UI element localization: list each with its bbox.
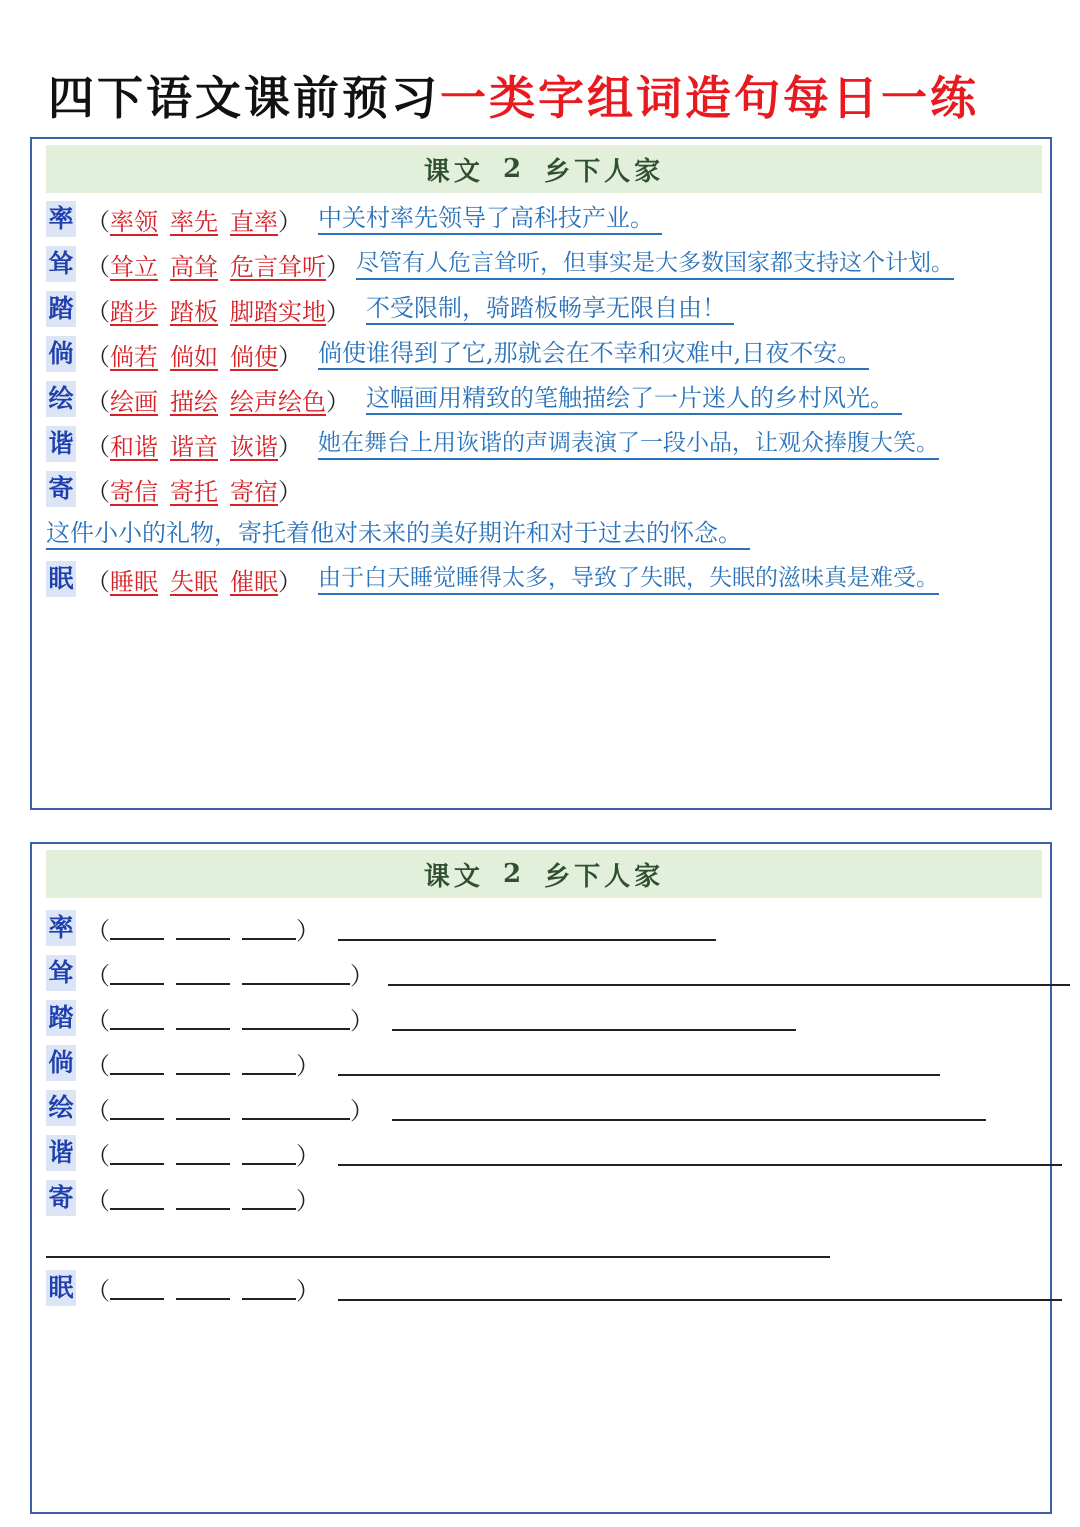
example-sentence: 这件小小的礼物，寄托着他对未来的美好期许和对于过去的怀念。 xyxy=(46,518,750,550)
target-character: 寄 xyxy=(46,1180,76,1216)
word-blank[interactable] xyxy=(110,1276,164,1300)
lesson-number: 2 xyxy=(502,859,526,889)
lesson-header xyxy=(46,850,1042,898)
target-character: 绘 xyxy=(46,1090,76,1126)
target-character: 率 xyxy=(46,910,76,946)
word: 倘若 xyxy=(110,342,158,371)
word-blank[interactable] xyxy=(242,916,296,940)
word-blank[interactable] xyxy=(176,1051,230,1075)
word: 耸立 xyxy=(110,252,158,281)
title-main: 四下语文课前预习 xyxy=(48,71,440,125)
word: 睡眠 xyxy=(110,567,158,596)
word-blank[interactable] xyxy=(242,1006,350,1030)
page-title xyxy=(48,60,979,136)
entry-row: 率 （ 率领 率先 直率 ） 中关村率先领导了高科技产业。 xyxy=(46,201,662,237)
answer-panel xyxy=(30,137,1052,810)
word: 寄托 xyxy=(170,477,218,506)
word-blank[interactable] xyxy=(176,916,230,940)
practice-row: 谐 （ ） xyxy=(46,1135,1062,1171)
word-blank[interactable] xyxy=(110,1096,164,1120)
example-sentence: 倘使谁得到了它,那就会在不幸和灾难中,日夜不安。 xyxy=(318,338,869,370)
word: 失眠 xyxy=(170,567,218,596)
example-sentence: 尽管有人危言耸听，但事实是大多数国家都支持这个计划。 xyxy=(356,248,954,280)
word: 描绘 xyxy=(170,387,218,416)
example-sentence: 中关村率先领导了高科技产业。 xyxy=(318,203,662,235)
word: 倘使 xyxy=(230,342,278,371)
word-blank[interactable] xyxy=(242,1186,296,1210)
word-blank[interactable] xyxy=(176,1096,230,1120)
word: 高耸 xyxy=(170,252,218,281)
entry-row: 谐 （ 和谐 谐音 诙谐 ） 她在舞台上用诙谐的声调表演了一段小品，让观众捧腹大笑。 xyxy=(46,426,939,462)
target-character: 谐 xyxy=(46,426,76,462)
word-blank[interactable] xyxy=(176,961,230,985)
word: 绘画 xyxy=(110,387,158,416)
sentence-blank[interactable] xyxy=(46,1256,830,1258)
lesson-number: 2 xyxy=(502,154,526,184)
target-character: 耸 xyxy=(46,955,76,991)
example-sentence: 由于白天睡觉睡得太多，导致了失眠，失眠的滋味真是难受。 xyxy=(318,563,939,595)
word: 踏板 xyxy=(170,297,218,326)
target-character: 寄 xyxy=(46,471,76,507)
target-character: 绘 xyxy=(46,381,76,417)
word-blank[interactable] xyxy=(242,1276,296,1300)
entry-row: 倘 （ 倘若 倘如 倘使 ） 倘使谁得到了它,那就会在不幸和灾难中,日夜不安。 xyxy=(46,336,869,372)
target-character: 踏 xyxy=(46,1000,76,1036)
lesson-name: 乡下人家 xyxy=(544,861,665,892)
practice-row: 眠 （ ） xyxy=(46,1270,1062,1306)
target-character: 率 xyxy=(46,201,76,237)
word-blank[interactable] xyxy=(176,1186,230,1210)
entry-row: 耸 （ 耸立 高耸 危言耸听 ） 尽管有人危言耸听，但事实是大多数国家都支持这个计划。 xyxy=(46,246,954,282)
target-character: 眠 xyxy=(46,1270,76,1306)
lesson-label: 课文 xyxy=(423,861,484,892)
word-blank[interactable] xyxy=(242,1141,296,1165)
example-sentence: 她在舞台上用诙谐的声调表演了一段小品，让观众捧腹大笑。 xyxy=(318,428,939,460)
word-blank[interactable] xyxy=(110,1186,164,1210)
word: 谐音 xyxy=(170,432,218,461)
sentence-blank[interactable] xyxy=(388,960,1070,986)
word-blank[interactable] xyxy=(242,1096,350,1120)
practice-panel xyxy=(30,842,1052,1514)
word: 倘如 xyxy=(170,342,218,371)
word-blank[interactable] xyxy=(110,916,164,940)
entry-row: 绘 （ 绘画 描绘 绘声绘色 ） 这幅画用精致的笔触描绘了一片迷人的乡村风光。 xyxy=(46,381,902,417)
lesson-name: 乡下人家 xyxy=(544,156,665,187)
entry-row: 踏 （ 踏步 踏板 脚踏实地 ） 不受限制，骑踏板畅享无限自由！ xyxy=(46,291,734,327)
title-highlight: 一类字组词造句每日一练 xyxy=(440,71,979,125)
word: 脚踏实地 xyxy=(230,297,326,326)
word: 寄宿 xyxy=(230,477,278,506)
target-character: 倘 xyxy=(46,1045,76,1081)
lesson-header xyxy=(46,145,1042,193)
target-character: 倘 xyxy=(46,336,76,372)
word-blank[interactable] xyxy=(176,1276,230,1300)
sentence-blank[interactable] xyxy=(338,1050,940,1076)
word: 危言耸听 xyxy=(230,252,326,281)
sentence-blank[interactable] xyxy=(338,915,716,941)
target-character: 眠 xyxy=(46,561,76,597)
word: 率先 xyxy=(170,207,218,236)
practice-row: 倘 （ ） xyxy=(46,1045,940,1081)
word-blank[interactable] xyxy=(242,961,350,985)
word-blank[interactable] xyxy=(176,1006,230,1030)
word-blank[interactable] xyxy=(110,1141,164,1165)
word: 踏步 xyxy=(110,297,158,326)
word-blank[interactable] xyxy=(242,1051,296,1075)
sentence-blank[interactable] xyxy=(392,1095,986,1121)
sentence-blank[interactable] xyxy=(338,1275,1062,1301)
word: 率领 xyxy=(110,207,158,236)
example-sentence: 这幅画用精致的笔触描绘了一片迷人的乡村风光。 xyxy=(366,383,902,415)
word: 催眠 xyxy=(230,567,278,596)
word-blank[interactable] xyxy=(110,1006,164,1030)
word-blank[interactable] xyxy=(176,1141,230,1165)
practice-row: 踏 （ ） xyxy=(46,1000,796,1036)
word-blank[interactable] xyxy=(110,1051,164,1075)
practice-row: 寄 （ ） xyxy=(46,1180,320,1216)
lesson-label: 课文 xyxy=(423,156,484,187)
target-character: 谐 xyxy=(46,1135,76,1171)
target-character: 耸 xyxy=(46,246,76,282)
word: 诙谐 xyxy=(230,432,278,461)
word-blank[interactable] xyxy=(110,961,164,985)
word: 直率 xyxy=(230,207,278,236)
practice-row: 率 （ ） xyxy=(46,910,716,946)
sentence-blank[interactable] xyxy=(392,1005,796,1031)
word: 绘声绘色 xyxy=(230,387,326,416)
example-sentence: 不受限制，骑踏板畅享无限自由！ xyxy=(366,293,734,325)
word: 和谐 xyxy=(110,432,158,461)
target-character: 踏 xyxy=(46,291,76,327)
sentence-blank[interactable] xyxy=(338,1140,1062,1166)
entry-row: 寄 （ 寄信 寄托 寄宿 ） xyxy=(46,471,302,507)
practice-row: 绘 （ ） xyxy=(46,1090,986,1126)
word: 寄信 xyxy=(110,477,158,506)
entry-row: 眠 （ 睡眠 失眠 催眠 ） 由于白天睡觉睡得太多，导致了失眠，失眠的滋味真是难受。 xyxy=(46,561,939,597)
practice-row: 耸 （ ） xyxy=(46,955,1070,991)
